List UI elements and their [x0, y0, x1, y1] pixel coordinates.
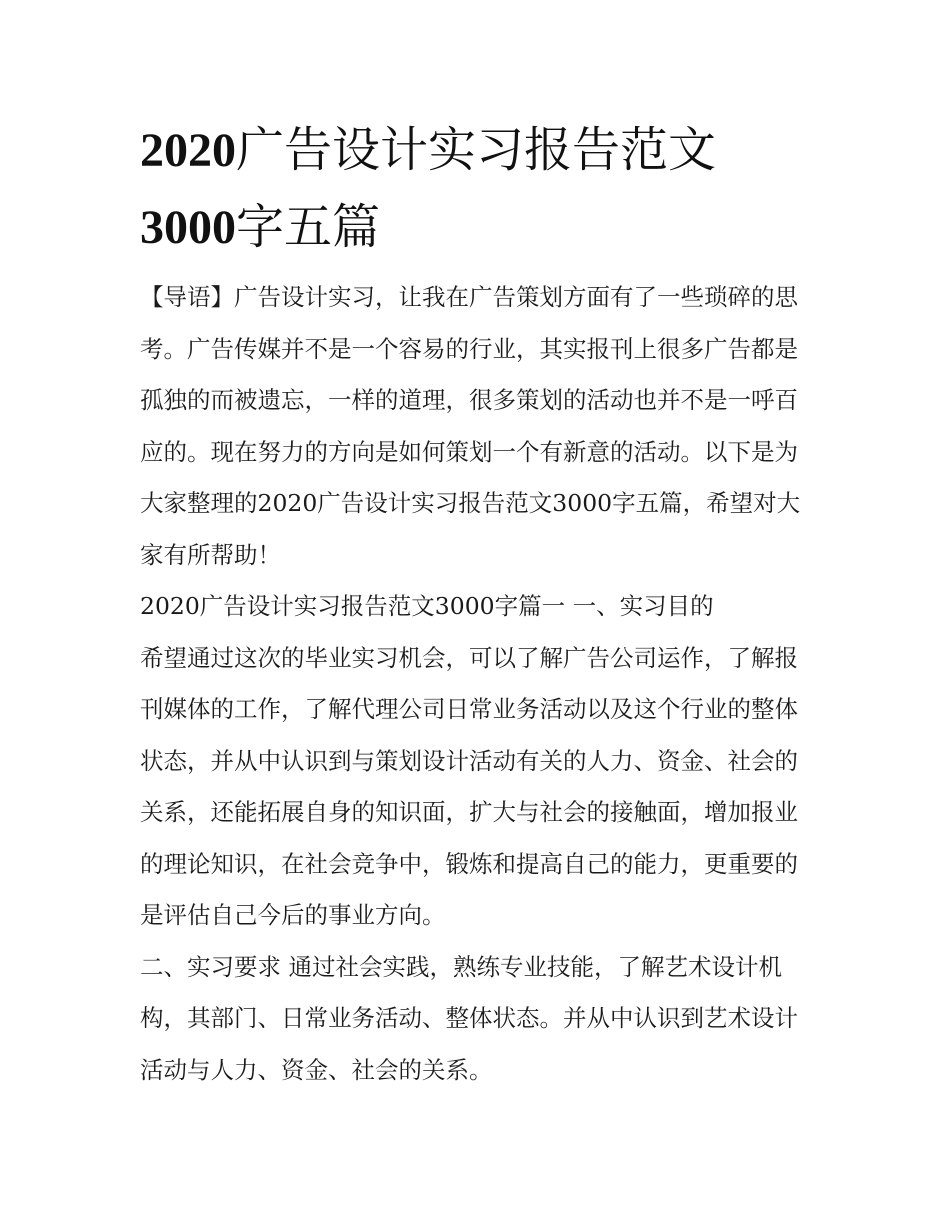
document-body — [140, 272, 820, 1096]
title-text-1: 广告设计实习报告范文 — [236, 122, 717, 178]
document-title — [140, 112, 830, 266]
title-line-1 — [140, 122, 716, 178]
intro-paragraph: 【导语】广告设计实习，让我在广告策划方面有了一些琐碎的思考。广告传媒并不是一个容易的行业，其实报刊上很多广告都是孤独的而被遗忘，一样的道理，很多策划的活动也并不是一呼百应的。现在努力的方向是如何策划一个有新意的活动。以下是为大家整理的2020广告设计实习报告范文3000字五篇，希望对大家有所帮助！ — [140, 283, 801, 569]
title-line-2 — [140, 199, 380, 255]
internship-requirements-paragraph: 二、实习要求 通过社会实践，熟练专业技能，了解艺术设计机构，其部门、日常业务活动、整体状态。并从中认识到艺术设计活动与人力、资金、社会的关系。 — [140, 952, 798, 1084]
title-year: 2020 — [140, 124, 236, 177]
section-one-heading: 2020广告设计实习报告范文3000字篇一 一、实习目的 — [140, 592, 714, 620]
internship-purpose-paragraph: 希望通过这次的毕业实习机会，可以了解广告公司运作，了解报刊媒体的工作，了解代理公司日常业务活动以及这个行业的整体状态，并从中认识到与策划设计活动有关的人力、资金、社会的关系，还能拓展自身的知识面，扩大与社会的接触面，增加报业的理论知识，在社会竞争中，锻炼和提高自己的能力，更重要的是评估自己今后的事业方向。 — [140, 643, 798, 929]
title-text-2: 字五篇 — [236, 199, 381, 255]
title-word-count: 3000 — [140, 201, 236, 254]
